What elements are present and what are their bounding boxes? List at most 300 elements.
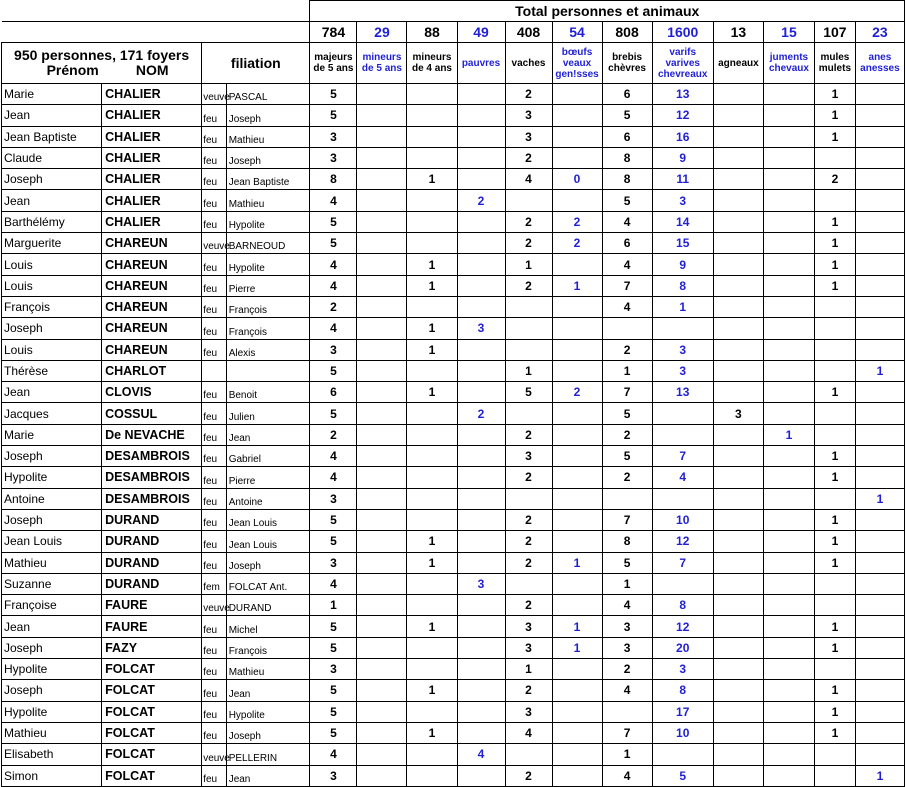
qualifier-cell: feu [202, 467, 227, 488]
qualifier-cell: feu [202, 296, 227, 317]
nom-cell: DURAND [102, 573, 202, 594]
prenom-cell: Joseph [2, 680, 102, 701]
prenom-cell: Louis [2, 254, 102, 275]
value-cell: 7 [602, 275, 652, 296]
nom-cell: FOLCAT [102, 722, 202, 743]
value-cell [713, 680, 763, 701]
value-cell [357, 446, 407, 467]
value-cell: 1 [814, 254, 855, 275]
value-cell: 2 [552, 382, 602, 403]
value-cell: 7 [602, 382, 652, 403]
value-cell [357, 573, 407, 594]
value-cell [357, 467, 407, 488]
value-cell [814, 318, 855, 339]
qualifier-cell: veuve [202, 595, 227, 616]
value-cell: 2 [602, 339, 652, 360]
value-cell: 2 [552, 211, 602, 232]
parent-cell: Jean Baptiste [226, 169, 310, 190]
value-cell [552, 339, 602, 360]
value-cell [407, 744, 457, 765]
value-cell: 3 [457, 573, 505, 594]
value-cell: 8 [602, 531, 652, 552]
qualifier-cell: feu [202, 275, 227, 296]
value-cell: 3 [310, 552, 357, 573]
value-cell: 2 [505, 84, 552, 105]
value-cell [457, 84, 505, 105]
value-cell [814, 595, 855, 616]
value-cell: 3 [713, 403, 763, 424]
value-cell [855, 126, 904, 147]
value-cell: 5 [310, 637, 357, 658]
value-cell [552, 360, 602, 381]
value-cell [457, 382, 505, 403]
value-cell [814, 488, 855, 509]
parent-cell: Julien [226, 403, 310, 424]
value-cell [357, 424, 407, 445]
value-cell: 5 [310, 84, 357, 105]
value-cell [552, 296, 602, 317]
parent-cell: Mathieu [226, 659, 310, 680]
nom-cell: CHAREUN [102, 233, 202, 254]
value-cell: 6 [602, 84, 652, 105]
value-cell [457, 233, 505, 254]
summary-header [2, 43, 202, 84]
value-cell: 8 [652, 680, 713, 701]
parent-cell: BARNEOUD [226, 233, 310, 254]
value-cell: 1 [814, 275, 855, 296]
value-cell [407, 360, 457, 381]
value-cell: 1 [407, 169, 457, 190]
qualifier-cell: feu [202, 105, 227, 126]
value-cell [855, 616, 904, 637]
total-value: 107 [814, 22, 855, 43]
value-cell [855, 744, 904, 765]
qualifier-cell: feu [202, 509, 227, 530]
value-cell: 1 [814, 722, 855, 743]
value-cell [457, 126, 505, 147]
value-cell [763, 169, 814, 190]
value-cell [357, 531, 407, 552]
value-cell [713, 595, 763, 616]
value-cell [505, 318, 552, 339]
value-cell [713, 318, 763, 339]
value-cell: 2 [505, 211, 552, 232]
value-cell [505, 296, 552, 317]
parent-cell: Benoit [226, 382, 310, 403]
qualifier-cell: feu [202, 318, 227, 339]
value-cell [713, 190, 763, 211]
nom-cell: CHALIER [102, 190, 202, 211]
total-value: 88 [407, 22, 457, 43]
value-cell [357, 616, 407, 637]
table-row [2, 637, 905, 658]
value-cell [407, 637, 457, 658]
value-cell [357, 595, 407, 616]
parent-cell [226, 360, 310, 381]
parent-cell: Joseph [226, 147, 310, 168]
parent-cell: Jean [226, 765, 310, 786]
value-cell: 15 [652, 233, 713, 254]
parent-cell: Hypolite [226, 211, 310, 232]
total-value: 23 [855, 22, 904, 43]
prenom-cell: Jean Louis [2, 531, 102, 552]
qualifier-cell: feu [202, 616, 227, 637]
value-cell [763, 744, 814, 765]
value-cell [855, 318, 904, 339]
prenom-cell: Marie [2, 424, 102, 445]
qualifier-cell: feu [202, 339, 227, 360]
value-cell: 1 [407, 722, 457, 743]
value-cell: 1 [552, 637, 602, 658]
value-cell: 3 [505, 637, 552, 658]
value-cell: 5 [310, 105, 357, 126]
value-cell: 2 [310, 296, 357, 317]
value-cell: 1 [552, 275, 602, 296]
value-cell [407, 233, 457, 254]
value-cell: 2 [505, 275, 552, 296]
table-row [2, 424, 905, 445]
value-cell: 3 [505, 616, 552, 637]
qualifier-cell: feu [202, 382, 227, 403]
prenom-cell: Mathieu [2, 722, 102, 743]
parent-cell: François [226, 318, 310, 339]
value-cell: 3 [310, 765, 357, 786]
value-cell [357, 296, 407, 317]
parent-cell: Antoine [226, 488, 310, 509]
table-row [2, 680, 905, 701]
census-table [1, 0, 905, 787]
qualifier-cell: feu [202, 488, 227, 509]
value-cell: 1 [814, 531, 855, 552]
value-cell [505, 403, 552, 424]
value-cell [855, 595, 904, 616]
value-cell: 1 [505, 659, 552, 680]
value-cell [713, 233, 763, 254]
value-cell [713, 424, 763, 445]
value-cell: 20 [652, 637, 713, 658]
prenom-cell: François [2, 296, 102, 317]
value-cell: 5 [310, 211, 357, 232]
value-cell [713, 147, 763, 168]
value-cell: 5 [602, 105, 652, 126]
prenom-cell: Thérèse [2, 360, 102, 381]
value-cell: 4 [310, 573, 357, 594]
qualifier-cell: feu [202, 680, 227, 701]
value-cell: 5 [310, 233, 357, 254]
value-cell: 1 [552, 616, 602, 637]
value-cell [855, 339, 904, 360]
parent-cell: Michel [226, 616, 310, 637]
qualifier-cell: feu [202, 403, 227, 424]
value-cell: 1 [407, 616, 457, 637]
value-cell: 5 [310, 509, 357, 530]
col-label: mineurs de 4 ans [407, 43, 457, 84]
nom-cell: DESAMBROIS [102, 446, 202, 467]
value-cell [457, 637, 505, 658]
value-cell: 6 [602, 126, 652, 147]
value-cell: 1 [814, 701, 855, 722]
value-cell [652, 424, 713, 445]
value-cell: 4 [310, 446, 357, 467]
qualifier-cell: feu [202, 147, 227, 168]
value-cell: 1 [407, 552, 457, 573]
value-cell [713, 382, 763, 403]
value-cell [552, 680, 602, 701]
value-cell: 2 [552, 233, 602, 254]
table-row [2, 360, 905, 381]
value-cell: 1 [814, 126, 855, 147]
value-cell: 1 [407, 531, 457, 552]
value-cell: 4 [310, 190, 357, 211]
value-cell [407, 147, 457, 168]
value-cell [357, 190, 407, 211]
parent-cell: Jean [226, 424, 310, 445]
prenom-cell: Claude [2, 147, 102, 168]
value-cell [855, 424, 904, 445]
parent-cell: François [226, 637, 310, 658]
value-cell [713, 701, 763, 722]
value-cell [357, 659, 407, 680]
qualifier-cell: feu [202, 424, 227, 445]
nom-header: NOM [135, 62, 169, 78]
value-cell [552, 424, 602, 445]
value-cell: 4 [652, 467, 713, 488]
value-cell [713, 211, 763, 232]
value-cell: 2 [505, 467, 552, 488]
value-cell [357, 339, 407, 360]
value-cell [457, 595, 505, 616]
value-cell [855, 509, 904, 530]
value-cell [713, 552, 763, 573]
parent-cell: Mathieu [226, 190, 310, 211]
value-cell: 3 [505, 105, 552, 126]
table-row [2, 233, 905, 254]
value-cell: 8 [602, 147, 652, 168]
nom-cell: FOLCAT [102, 701, 202, 722]
value-cell: 3 [652, 190, 713, 211]
value-cell [505, 488, 552, 509]
nom-cell: FOLCAT [102, 659, 202, 680]
value-cell [713, 722, 763, 743]
value-cell: 2 [505, 680, 552, 701]
value-cell [357, 701, 407, 722]
col-label: juments chevaux [763, 43, 814, 84]
parent-cell: Jean Louis [226, 509, 310, 530]
value-cell [407, 190, 457, 211]
value-cell [855, 552, 904, 573]
value-cell [855, 147, 904, 168]
nom-cell: CHAREUN [102, 296, 202, 317]
value-cell: 8 [652, 595, 713, 616]
value-cell [855, 84, 904, 105]
table-row [2, 318, 905, 339]
value-cell [763, 616, 814, 637]
value-cell [457, 254, 505, 275]
parent-cell: PASCAL [226, 84, 310, 105]
value-cell [763, 765, 814, 786]
value-cell [357, 105, 407, 126]
value-cell [855, 382, 904, 403]
value-cell [357, 275, 407, 296]
nom-cell: De NEVACHE [102, 424, 202, 445]
parent-cell: Gabriel [226, 446, 310, 467]
value-cell [763, 488, 814, 509]
value-cell: 1 [602, 744, 652, 765]
value-cell: 12 [652, 531, 713, 552]
value-cell: 2 [505, 233, 552, 254]
qualifier-cell: veuve [202, 233, 227, 254]
table-row [2, 339, 905, 360]
value-cell: 1 [407, 339, 457, 360]
value-cell: 4 [602, 254, 652, 275]
value-cell [855, 169, 904, 190]
value-cell [457, 211, 505, 232]
value-cell [855, 211, 904, 232]
value-cell: 2 [602, 659, 652, 680]
nom-cell: CHALIER [102, 211, 202, 232]
value-cell: 5 [310, 403, 357, 424]
value-cell [713, 254, 763, 275]
value-cell: 10 [652, 722, 713, 743]
value-cell: 1 [855, 360, 904, 381]
value-cell [357, 126, 407, 147]
value-cell [357, 84, 407, 105]
col-label: mules mulets [814, 43, 855, 84]
value-cell [357, 637, 407, 658]
qualifier-cell: feu [202, 552, 227, 573]
value-cell: 3 [602, 616, 652, 637]
value-cell [407, 509, 457, 530]
value-cell: 9 [652, 147, 713, 168]
value-cell [713, 637, 763, 658]
value-cell: 1 [814, 105, 855, 126]
value-cell: 5 [602, 190, 652, 211]
prenom-cell: Antoine [2, 488, 102, 509]
value-cell [814, 360, 855, 381]
value-cell [457, 169, 505, 190]
prenom-cell: Jean [2, 616, 102, 637]
table-row [2, 488, 905, 509]
nom-cell: FAZY [102, 637, 202, 658]
table-row [2, 254, 905, 275]
value-cell: 3 [310, 147, 357, 168]
value-cell: 17 [652, 701, 713, 722]
value-cell [763, 467, 814, 488]
value-cell [552, 147, 602, 168]
value-cell [763, 509, 814, 530]
prenom-cell: Elisabeth [2, 744, 102, 765]
col-label: vaches [505, 43, 552, 84]
qualifier-cell: veuve [202, 84, 227, 105]
value-cell: 5 [310, 360, 357, 381]
value-cell: 4 [602, 765, 652, 786]
value-cell: 3 [505, 126, 552, 147]
value-cell: 5 [505, 382, 552, 403]
value-cell [552, 488, 602, 509]
value-cell [552, 190, 602, 211]
value-cell [505, 744, 552, 765]
parent-cell: DURAND [226, 595, 310, 616]
value-cell: 1 [814, 680, 855, 701]
value-cell [713, 509, 763, 530]
value-cell [855, 701, 904, 722]
table-row [2, 296, 905, 317]
value-cell: 4 [310, 744, 357, 765]
value-cell [457, 147, 505, 168]
value-cell [652, 488, 713, 509]
value-cell [763, 126, 814, 147]
parent-cell: Joseph [226, 105, 310, 126]
prenom-cell: Joseph [2, 446, 102, 467]
table-row [2, 744, 905, 765]
value-cell [552, 403, 602, 424]
value-cell [457, 616, 505, 637]
value-cell [652, 318, 713, 339]
value-cell: 1 [602, 360, 652, 381]
qualifier-cell: feu [202, 169, 227, 190]
value-cell [505, 190, 552, 211]
prenom-cell: Hypolite [2, 467, 102, 488]
parent-cell: François [226, 296, 310, 317]
prenom-cell: Simon [2, 765, 102, 786]
value-cell: 4 [505, 169, 552, 190]
value-cell: 2 [602, 424, 652, 445]
value-cell: 4 [602, 296, 652, 317]
value-cell: 5 [310, 616, 357, 637]
value-cell [855, 637, 904, 658]
value-cell [763, 446, 814, 467]
value-cell [457, 105, 505, 126]
value-cell [552, 701, 602, 722]
value-cell [713, 296, 763, 317]
value-cell [814, 147, 855, 168]
value-cell: 4 [602, 595, 652, 616]
nom-cell: FOLCAT [102, 765, 202, 786]
value-cell [713, 126, 763, 147]
parent-cell: Jean Louis [226, 531, 310, 552]
value-cell: 2 [505, 424, 552, 445]
value-cell [763, 637, 814, 658]
value-cell [407, 296, 457, 317]
value-cell: 2 [310, 424, 357, 445]
value-cell [855, 573, 904, 594]
nom-cell: FAURE [102, 595, 202, 616]
nom-cell: CHAREUN [102, 254, 202, 275]
table-row [2, 659, 905, 680]
value-cell: 12 [652, 616, 713, 637]
value-cell: 1 [814, 616, 855, 637]
total-value: 1600 [652, 22, 713, 43]
value-cell [763, 211, 814, 232]
value-cell [763, 680, 814, 701]
value-cell [457, 531, 505, 552]
value-cell: 16 [652, 126, 713, 147]
value-cell: 3 [602, 637, 652, 658]
value-cell [855, 275, 904, 296]
prenom-cell: Louis [2, 339, 102, 360]
value-cell [457, 701, 505, 722]
parent-cell: Joseph [226, 722, 310, 743]
value-cell [457, 659, 505, 680]
value-cell: 4 [602, 680, 652, 701]
total-value: 13 [713, 22, 763, 43]
prenom-cell: Mathieu [2, 552, 102, 573]
value-cell [552, 744, 602, 765]
qualifier-cell: feu [202, 531, 227, 552]
col-label: varifs varives chevreaux [652, 43, 713, 84]
col-label: brebis chèvres [602, 43, 652, 84]
value-cell: 6 [310, 382, 357, 403]
